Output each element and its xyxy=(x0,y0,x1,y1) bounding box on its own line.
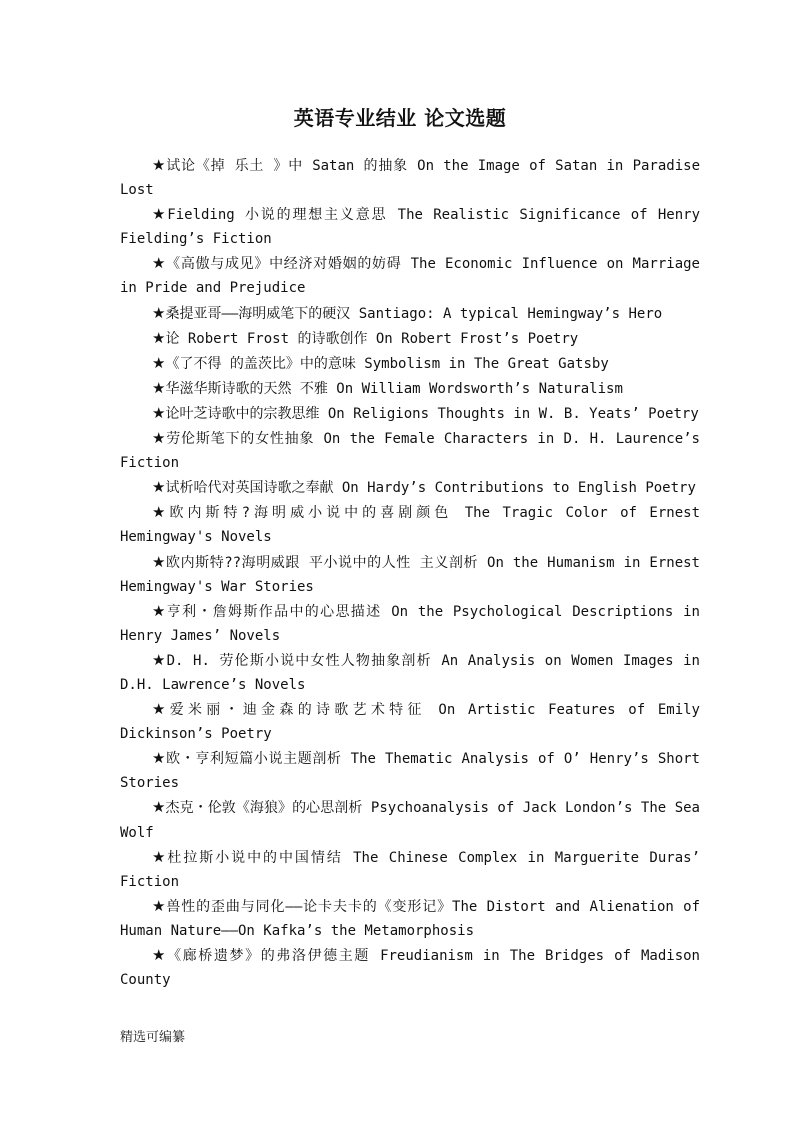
topic-text: 欧内斯特?海明威小说中的喜剧颜色 The Tragic Color of Ernest Hemingway's Novels xyxy=(120,505,700,546)
topic-item xyxy=(120,326,700,351)
topic-item xyxy=(120,401,700,426)
star-bullet-icon: ★ xyxy=(152,700,170,719)
star-bullet-icon: ★ xyxy=(152,303,166,322)
topic-text: 华滋华斯诗歌的天然 不雅 On William Wordsworth’s Naturalism xyxy=(165,380,623,397)
topic-text: 亨利・詹姆斯作品中的心思描述 On the Psychological Descriptions in Henry James’ Novels xyxy=(120,603,700,644)
topic-item xyxy=(120,351,700,376)
topic-item xyxy=(120,943,700,992)
star-bullet-icon: ★ xyxy=(152,798,166,817)
star-bullet-icon: ★ xyxy=(152,503,170,522)
topic-text: 劳伦斯笔下的女性抽象 On the Female Characters in D. H. Laurence’s Fiction xyxy=(120,431,700,472)
star-bullet-icon: ★ xyxy=(152,353,166,372)
topic-text: D. H. 劳伦斯小说中女性人物抽象剖析 An Analysis on Women Images in D.H. Lawrence’s Novels xyxy=(120,652,700,693)
topic-item xyxy=(120,202,700,251)
star-bullet-icon: ★ xyxy=(152,478,166,497)
topic-list xyxy=(120,153,700,992)
topic-item xyxy=(120,746,700,795)
topic-text: Fielding 小说的理想主义意思 The Realistic Significance of Henry Fielding’s Fiction xyxy=(120,207,700,248)
topic-item xyxy=(120,301,700,326)
page-footer: 精选可编纂 xyxy=(120,1030,186,1045)
star-bullet-icon: ★ xyxy=(152,378,166,397)
star-bullet-icon: ★ xyxy=(152,156,167,174)
star-bullet-icon: ★ xyxy=(152,429,167,448)
topic-item xyxy=(120,697,700,746)
star-bullet-icon: ★ xyxy=(152,847,168,866)
topic-text: 爱米丽・迪金森的诗歌艺术特征 On Artistic Features of Emily Dickinson’s Poetry xyxy=(120,702,700,743)
star-bullet-icon: ★ xyxy=(152,552,167,571)
topic-text: 《高傲与成见》中经济对婚姻的妨碍 The Economic Influence on Marriage in Pride and Prejudice xyxy=(120,256,700,297)
topic-text: 桑提亚哥——海明威笔下的硬汉 Santiago: A typical Hemingway’s Hero xyxy=(165,305,663,322)
page-title: 英语专业结业 论文选题 xyxy=(293,106,507,130)
star-bullet-icon: ★ xyxy=(152,749,167,768)
star-bullet-icon: ★ xyxy=(152,601,167,620)
topic-item xyxy=(120,153,700,202)
topic-item xyxy=(120,500,700,549)
star-bullet-icon: ★ xyxy=(152,896,167,915)
topic-item xyxy=(120,426,700,475)
topic-item xyxy=(120,251,700,300)
star-bullet-icon: ★ xyxy=(152,403,166,422)
topic-text: 试论《掉 乐土 》中 Satan 的抽象 On the Image of Satan in Paradise Lost xyxy=(120,158,701,199)
star-bullet-icon: ★ xyxy=(152,328,166,347)
topic-item xyxy=(120,894,700,943)
topic-text: 兽性的歪曲与同化——论卡夫卡的《变形记》The Distort and Alienation of Human Nature——On Kafka’s the Metamorphosis xyxy=(120,898,700,939)
topic-text: 欧内斯特??海明威跟 平小说中的人性 主义剖析 On the Humanism in Ernest Hemingway's War Stories xyxy=(120,554,700,595)
topic-item xyxy=(120,795,700,844)
star-bullet-icon: ★ xyxy=(152,254,167,273)
topic-text: 论 Robert Frost 的诗歌创作 On Robert Frost’s Poetry xyxy=(165,330,579,347)
topic-text: 论叶芝诗歌中的宗教思维 On Religions Thoughts in W. B. Yeats’ Poetry xyxy=(165,405,699,422)
topic-text: 《了不得 的盖茨比》中的意味 Symbolism in The Great Gatsby xyxy=(165,355,609,372)
topic-text: 试析哈代对英国诗歌之奉献 On Hardy’s Contributions to English Poetry xyxy=(165,480,696,497)
topic-text: 杰克・伦敦《海狼》的心思剖析 Psychoanalysis of Jack London’s The Sea Wolf xyxy=(120,800,700,841)
star-bullet-icon: ★ xyxy=(152,205,168,224)
star-bullet-icon: ★ xyxy=(152,946,168,964)
topic-item xyxy=(120,376,700,401)
topic-item xyxy=(120,475,700,500)
topic-text: 杜拉斯小说中的中国情结 The Chinese Complex in Marguerite Duras’ Fiction xyxy=(120,849,700,890)
topic-item xyxy=(120,550,700,599)
topic-item xyxy=(120,599,700,648)
topic-item xyxy=(120,845,700,894)
star-bullet-icon: ★ xyxy=(152,650,167,669)
topic-text: 《廊桥遗梦》的弗洛伊德主题 Freudianism in The Bridges of Madison County xyxy=(120,948,700,989)
topic-item xyxy=(120,648,700,697)
topic-text: 欧・亨利短篇小说主题剖析 The Thematic Analysis of O’ Henry’s Short Stories xyxy=(120,751,700,792)
